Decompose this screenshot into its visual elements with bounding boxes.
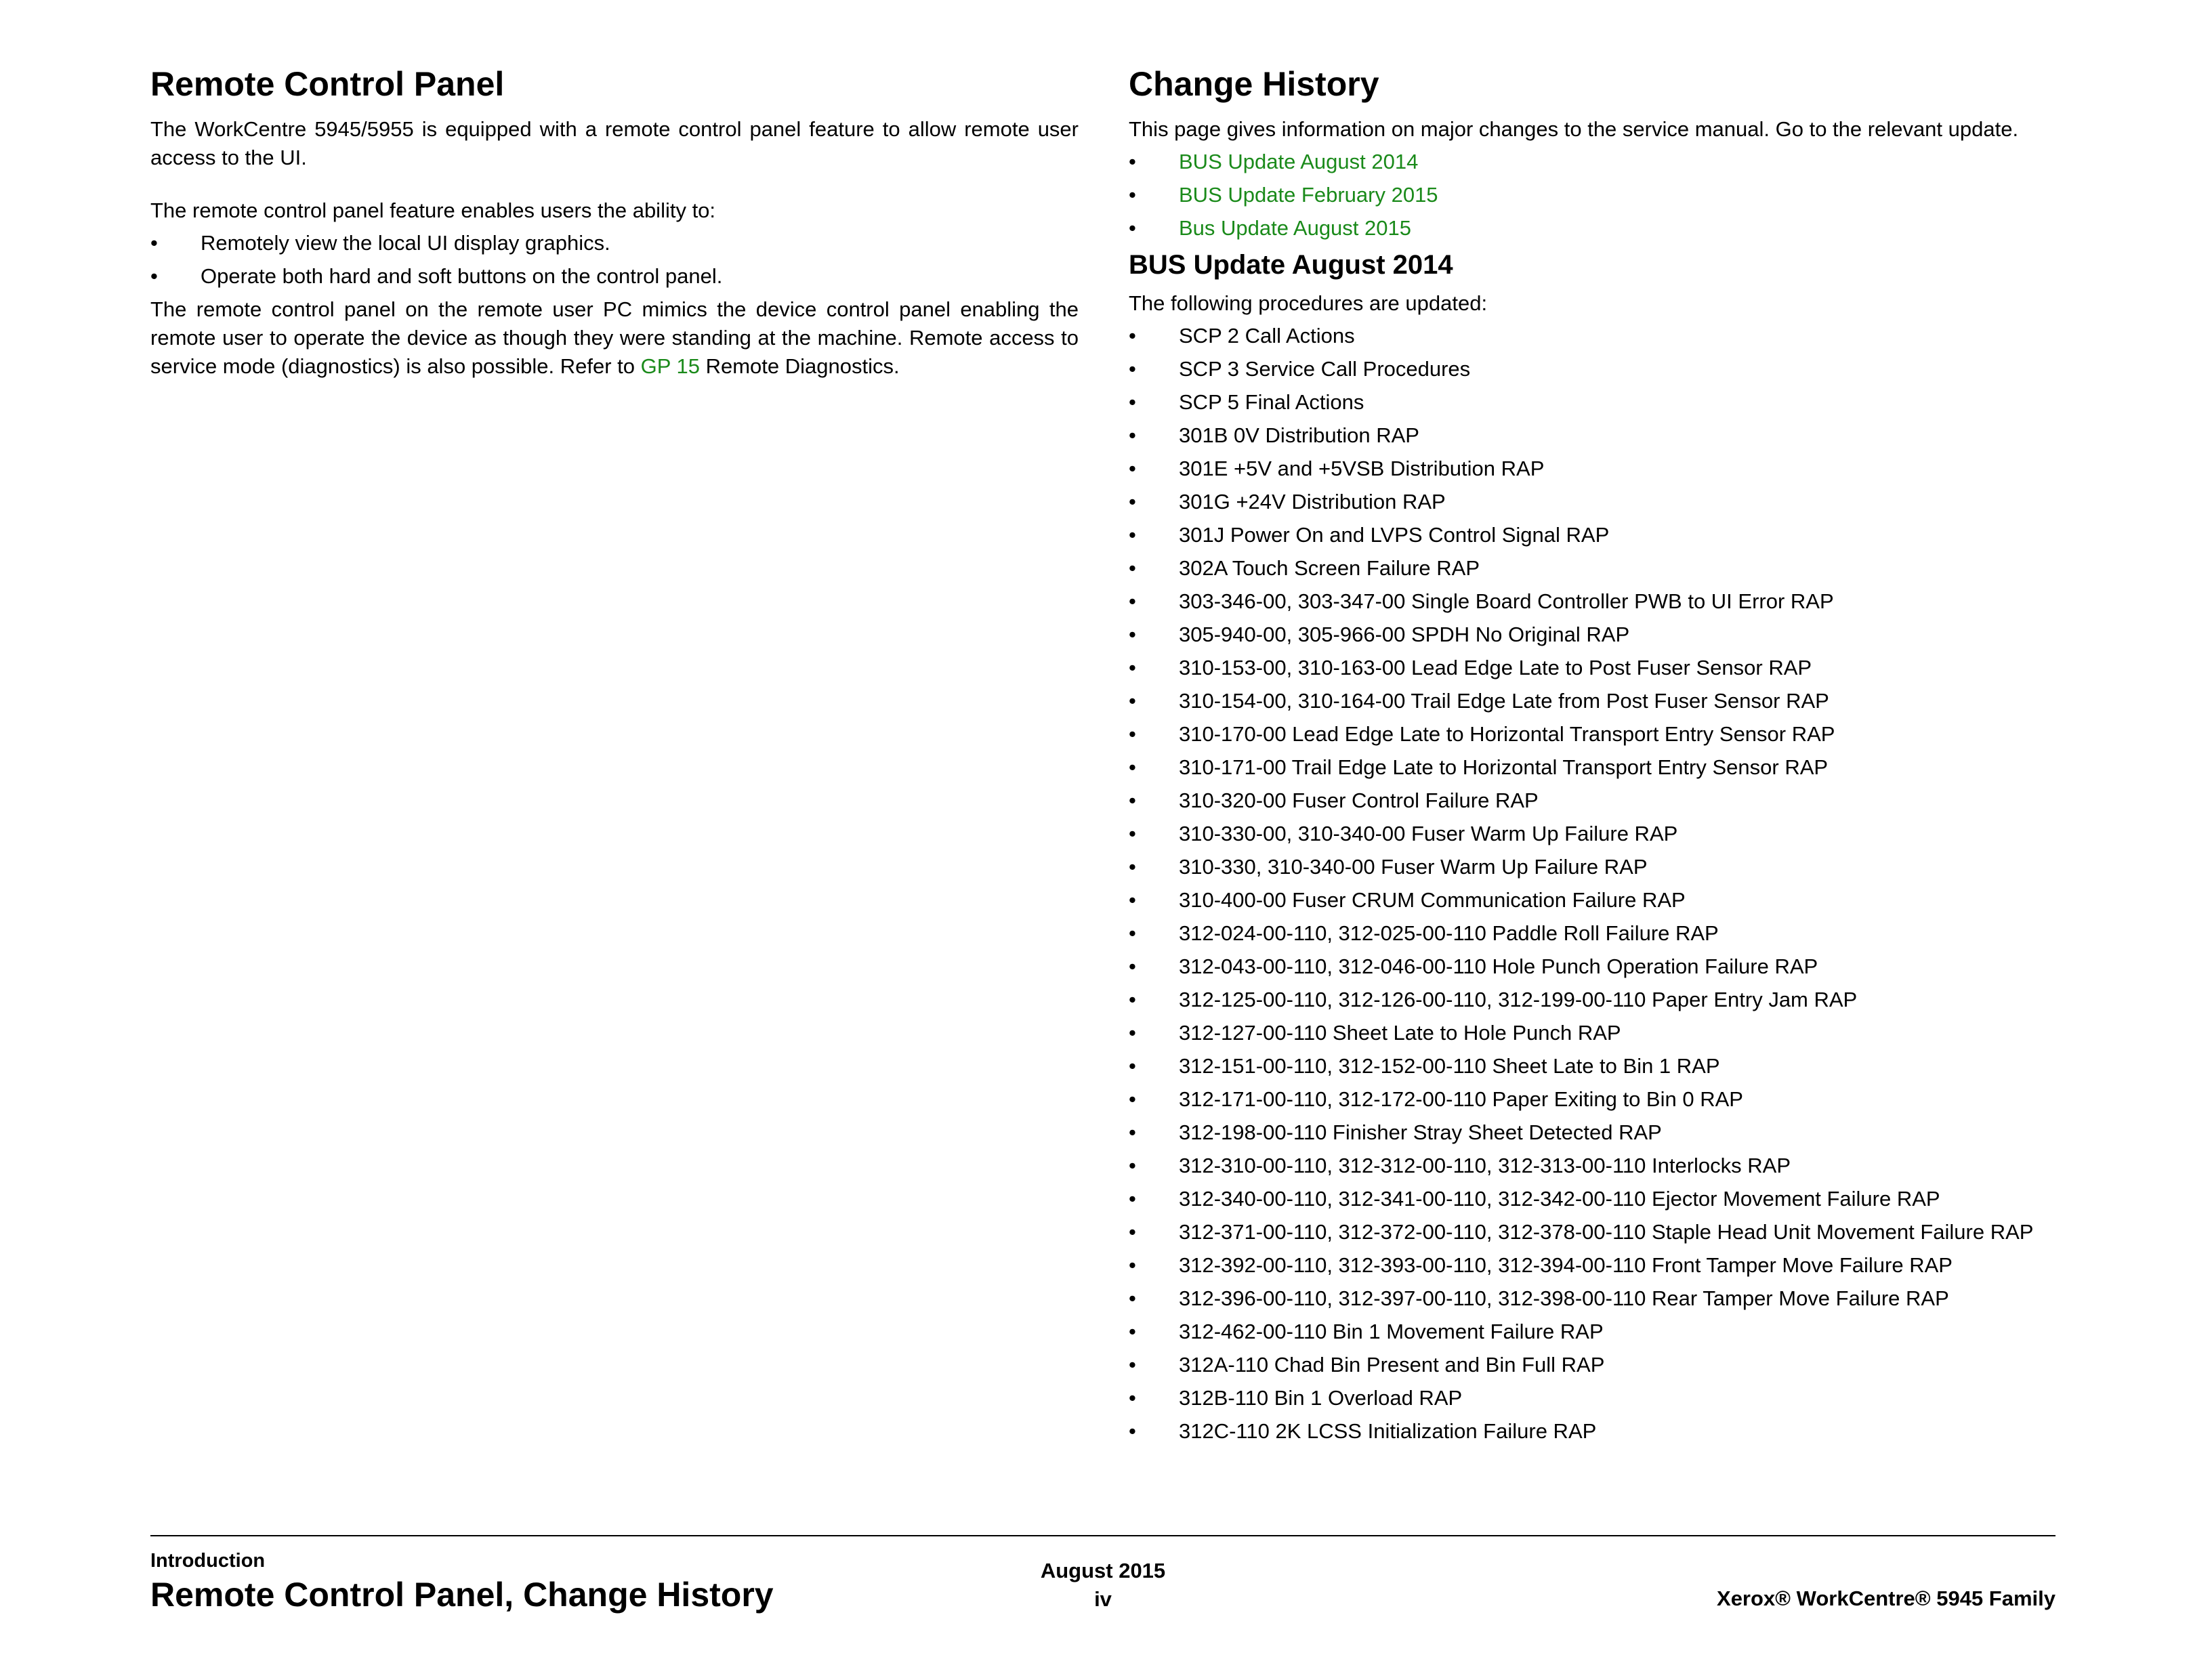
procedure-text: 312-171-00-110, 312-172-00-110 Paper Exiting to Bin 0 RAP [1179,1087,1743,1111]
procedure-text: 303-346-00, 303-347-00 Single Board Controller PWB to UI Error RAP [1179,589,1834,613]
procedure-text: 312-151-00-110, 312-152-00-110 Sheet Late to Bin 1 RAP [1179,1054,1720,1078]
footer-divider [150,1535,2056,1536]
bullet-icon: • [1129,1386,1136,1410]
procedure-text: 312-127-00-110 Sheet Late to Hole Punch RAP [1179,1021,1621,1045]
bullet-icon: • [1129,556,1136,580]
procedure-text: 310-400-00 Fuser CRUM Communication Failure RAP [1179,888,1686,912]
procedure-text: 312-043-00-110, 312-046-00-110 Hole Punch Operation Failure RAP [1179,954,1818,978]
list-item [1129,687,2057,715]
bullet-icon: • [150,231,158,255]
bullet-icon: • [1129,1220,1136,1244]
procedure-text: 301G +24V Distribution RAP [1179,490,1446,513]
footer-date-page [967,1557,1238,1614]
procedures-intro: The following procedures are updated: [1129,291,1488,315]
bullet-icon: • [1129,822,1136,845]
list-item [1129,322,2057,350]
list-item [1129,587,2057,615]
remote-control-abilities-list [150,229,1079,290]
right-column [1129,62,2057,1450]
list-item [1129,214,2057,242]
list-item [1129,919,2057,947]
bullet-icon: • [1129,423,1136,447]
footer-product: Xerox® WorkCentre® 5945 Family [1717,1587,2056,1610]
procedure-text: SCP 5 Final Actions [1179,390,1364,414]
footer-page-number: iv [1094,1587,1112,1611]
footer-date: August 2015 [1040,1559,1166,1582]
list-item [1129,886,2057,914]
list-item [1129,455,2057,482]
procedures-list [1129,322,2057,1445]
list-item [1129,181,2057,209]
bullet-icon: • [1129,689,1136,713]
list-item [1129,1251,2057,1279]
list-item [1129,355,2057,383]
procedure-text: 310-170-00 Lead Edge Late to Horizontal Transport Entry Sensor RAP [1179,722,1835,746]
bullet-icon: • [1129,1320,1136,1343]
bullet-icon: • [150,264,158,288]
footer-section-label: Introduction [150,1550,266,1572]
procedure-text: 312A-110 Chad Bin Present and Bin Full RAP [1179,1353,1605,1377]
procedure-text: 312-125-00-110, 312-126-00-110, 312-199-00-110 Paper Entry Jam RAP [1179,988,1858,1011]
procedure-text: 312-371-00-110, 312-372-00-110, 312-378-00-110 Staple Head Unit Movement Failure RAP [1179,1220,2034,1244]
list-item [1129,1085,2057,1113]
bullet-icon: • [1129,1087,1136,1111]
list-item [1129,488,2057,516]
remote-control-panel-heading: Remote Control Panel [150,65,505,103]
list-item [1129,1351,2057,1379]
procedure-text: 302A Touch Screen Failure RAP [1179,556,1480,580]
bullet-icon: • [1129,1120,1136,1144]
procedure-text: 310-153-00, 310-163-00 Lead Edge Late to Post Fuser Sensor RAP [1179,656,1812,679]
list-item [1129,388,2057,416]
remote-control-description: The remote control panel on the remote user PC mimics the device control panel enabling the remote user to operate the device as though they were standing at the machine. Remote access to service mode (diagnostics) is also possible. Refer to GP 15 Remote Diagnostics. [150,297,1079,378]
list-item [1129,1118,2057,1146]
bullet-icon: • [1129,523,1136,547]
list-item [1129,753,2057,781]
list-item [1129,1218,2057,1246]
bullet-icon: • [1129,1021,1136,1045]
change-history-intro: This page gives information on major changes to the service manual. Go to the relevant update. [1129,117,2019,141]
bullet-icon: • [1129,855,1136,879]
remote-control-abilities-intro: The remote control panel feature enables users the ability to: [150,198,716,222]
procedure-text: 310-171-00 Trail Edge Late to Horizontal Transport Entry Sensor RAP [1179,755,1829,779]
list-item [1129,1152,2057,1179]
list-item [1129,720,2057,748]
procedure-text: SCP 2 Call Actions [1179,324,1355,348]
bullet-icon: • [1129,216,1136,240]
bullet-icon: • [1129,623,1136,646]
bullet-icon: • [1129,490,1136,513]
procedure-text: 310-330, 310-340-00 Fuser Warm Up Failure RAP [1179,855,1648,879]
bullet-icon: • [1129,390,1136,414]
bullet-icon: • [1129,457,1136,480]
procedure-text: 301J Power On and LVPS Control Signal RAP [1179,523,1610,547]
bullet-icon: • [1129,1054,1136,1078]
bullet-icon: • [1129,1154,1136,1177]
procedure-text: 312-396-00-110, 312-397-00-110, 312-398-00-110 Rear Tamper Move Failure RAP [1179,1286,1949,1310]
bullet-icon: • [1129,1353,1136,1377]
gp15-link[interactable]: GP 15 [640,354,700,378]
bus-update-aug-2014-heading: BUS Update August 2014 [1129,250,1453,280]
list-item [1129,554,2057,582]
list-item [1129,1019,2057,1047]
bullet-icon: • [1129,954,1136,978]
bullet-icon: • [1129,656,1136,679]
list-item [1129,654,2057,681]
bullet-icon: • [1129,324,1136,348]
bullet-icon: • [1129,589,1136,613]
bullet-icon: • [1129,183,1136,207]
left-column [150,62,1079,385]
bullet-icon: • [1129,357,1136,381]
procedure-text: 312C-110 2K LCSS Initialization Failure RAP [1179,1419,1597,1443]
procedure-text: 312B-110 Bin 1 Overload RAP [1179,1386,1463,1410]
procedure-text: 301B 0V Distribution RAP [1179,423,1419,447]
list-item [1129,1417,2057,1445]
list-item [1129,786,2057,814]
bullet-icon: • [1129,988,1136,1011]
list-item [1129,952,2057,980]
remote-control-intro: The WorkCentre 5945/5955 is equipped with a remote control panel feature to allow remote user access to the UI. [150,117,1079,169]
procedure-text: 310-330-00, 310-340-00 Fuser Warm Up Failure RAP [1179,822,1678,845]
list-item [1129,148,2057,175]
change-history-heading: Change History [1129,65,1379,103]
bullet-icon: • [1129,1253,1136,1277]
bullet-icon: • [1129,722,1136,746]
list-item [1129,1052,2057,1080]
procedure-text: 312-024-00-110, 312-025-00-110 Paddle Roll Failure RAP [1179,921,1719,945]
footer-page-title: Remote Control Panel, Change History [150,1576,774,1614]
bullet-icon: • [1129,921,1136,945]
procedure-text: 312-198-00-110 Finisher Stray Sheet Detected RAP [1179,1120,1662,1144]
bullet-icon: • [1129,888,1136,912]
bullet-icon: • [1129,755,1136,779]
list-item [1129,1284,2057,1312]
list-item [1129,820,2057,847]
procedure-text: 305-940-00, 305-966-00 SPDH No Original RAP [1179,623,1630,646]
bullet-icon: • [1129,1187,1136,1211]
update-links-list [1129,148,2057,242]
procedure-text: 310-320-00 Fuser Control Failure RAP [1179,789,1539,812]
procedure-text: 312-340-00-110, 312-341-00-110, 312-342-00-110 Ejector Movement Failure RAP [1179,1187,1940,1211]
update-link-aug-2015[interactable]: Bus Update August 2015 [1179,216,1411,240]
list-item [1129,621,2057,648]
update-link-aug-2014[interactable]: BUS Update August 2014 [1179,150,1419,173]
list-item [1129,853,2057,881]
procedure-text: 312-462-00-110 Bin 1 Movement Failure RAP [1179,1320,1604,1343]
list-item [1129,986,2057,1013]
list-item [1129,521,2057,549]
list-item [1129,1318,2057,1345]
procedure-text: SCP 3 Service Call Procedures [1179,357,1471,381]
procedure-text: 312-310-00-110, 312-312-00-110, 312-313-00-110 Interlocks RAP [1179,1154,1791,1177]
list-item [1129,1384,2057,1412]
bullet-icon: • [1129,150,1136,173]
list-item: • Remotely view the local UI display graphics. [150,229,1079,257]
update-link-feb-2015[interactable]: BUS Update February 2015 [1179,183,1438,207]
procedure-text: 312-392-00-110, 312-393-00-110, 312-394-00-110 Front Tamper Move Failure RAP [1179,1253,1953,1277]
bullet-icon: • [1129,789,1136,812]
list-item: • Operate both hard and soft buttons on the control panel. [150,262,1079,290]
procedure-text: 310-154-00, 310-164-00 Trail Edge Late from Post Fuser Sensor RAP [1179,689,1829,713]
list-item [1129,1185,2057,1213]
list-item [1129,421,2057,449]
bullet-icon: • [1129,1286,1136,1310]
bullet-icon: • [1129,1419,1136,1443]
procedure-text: 301E +5V and +5VSB Distribution RAP [1179,457,1545,480]
